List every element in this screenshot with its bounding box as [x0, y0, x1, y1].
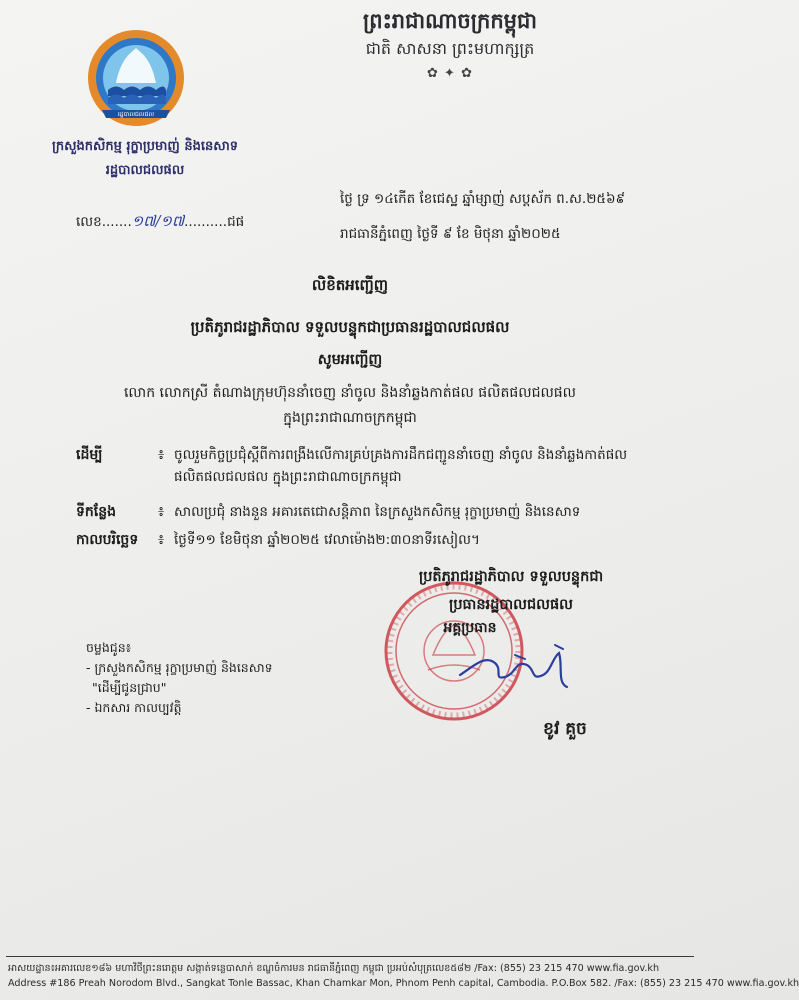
- recipient-item: - ក្រសួងកសិកម្ម រុក្ខាប្រមាញ់ និងនេសាទ: [86, 660, 273, 675]
- letter-addressee: លោក លោកស្រី តំណាងក្រុមហ៊ុននាំចេញ នាំចូល និងនាំឆ្លងកាត់ផល ផលិតផលជលផល: [123, 385, 577, 401]
- recipients-heading: ចម្លងជូន៖: [86, 640, 132, 655]
- solar-date: រាជធានីភ្នំពេញ ថ្ងៃទី ៩ ខែ មិថុនា ឆ្នាំ២០២៥: [340, 226, 561, 242]
- time-colon: ៖: [158, 532, 165, 548]
- signatory-title: ប្រតិភូរាជរដ្ឋាភិបាល ទទួលបន្ទុកជា: [418, 569, 604, 585]
- lunar-date: ថ្ងៃ ទ្រ ១៤កើត ខែជេស្ឋ ឆ្នាំម្សាញ់ សប្តស័ក ព.ស.២៥៦៩: [340, 191, 626, 207]
- footer-address-english: Address #186 Preah Norodom Blvd., Sangkat Tonle Bassac, Khan Chamkar Mon, Phnom Penh capital, Cambodia. P.O.Box 582. /Fax: (855) 23 215 470 www.fia.gov.kh: [8, 978, 799, 989]
- signatory-name: ខូវ គួច: [543, 719, 587, 739]
- place-value: សាលប្រជុំ នាងនួន អគារតេជោសន្តិភាព នៃក្រសួងកសិកម្ម រុក្ខាប្រមាញ់ និងនេសាទ: [174, 504, 581, 520]
- ministry-name: ក្រសួងកសិកម្ម រុក្ខាប្រមាញ់ និងនេសាទ: [52, 139, 238, 154]
- footer-address-khmer: អាសយដ្ឋាន៖អគារលេខ១៨៦ មហាវិថីព្រះនរោត្តម សង្កាត់ទន្លេបាសាក់ ខណ្ឌចំការមន រាជធានីភ្នំពេញ កម្ពុជា ប្រអប់សំបុត្រលេខ៥៨២ /Fax: (855) 23 215 470 www.fia.gov.kh: [8, 963, 660, 974]
- purpose-value: ចូលរួមកិច្ចប្រជុំស្តីពីការពង្រឹងលើការគ្រប់គ្រងការដឹកជញ្ជូននាំចេញ នាំចូល និងនាំឆ្លងកាត់ផល ផលិតផលជលផល ក្នុងព្រះរាជាណាចក្រកម្ពុជា: [174, 447, 628, 485]
- ornament-divider: ✿ ✦ ✿: [427, 66, 473, 81]
- letter-sender: ប្រតិភូរាជរដ្ឋាភិបាល ទទួលបន្ទុកជាប្រធានរដ្ឋបាលជលផល: [190, 318, 510, 336]
- recipient-note: "ដើម្បីជូនជ្រាប": [92, 680, 167, 695]
- letter-title: លិខិតអញ្ជើញ: [311, 276, 389, 294]
- recipient-item: - ឯកសារ កាលប្បវត្តិ: [86, 700, 182, 715]
- letter-addressee-location: ក្នុងព្រះរាជាណាចក្រកម្ពុជា: [283, 410, 417, 426]
- signatory-role: អគ្គប្រធាន: [443, 620, 497, 636]
- reference-handwritten: ១៧/១៧: [131, 212, 185, 230]
- place-colon: ៖: [158, 504, 165, 520]
- department-name: រដ្ឋបាលជលផល: [105, 163, 185, 178]
- reference-prefix: លេខ: [76, 214, 102, 230]
- time-value: ថ្ងៃទី១១ ខែមិថុនា ឆ្នាំ២០២៥ វេលាម៉ោង២:៣០នាទីរសៀល។: [174, 532, 480, 548]
- reference-number: លេខ.......១៧/១៧..........ជផ: [76, 212, 245, 230]
- reference-suffix: ជផ: [227, 214, 245, 230]
- place-label: ទីកន្លែង: [76, 504, 116, 520]
- purpose-label: ដើម្បី: [76, 447, 103, 463]
- purpose-colon: ៖: [158, 447, 165, 463]
- handwritten-signature-icon: [455, 635, 585, 695]
- kingdom-heading: ព្រះរាជាណាចក្រកម្ពុជា: [362, 9, 537, 33]
- fisheries-logo-icon: [86, 28, 186, 128]
- signatory-department: ប្រធានរដ្ឋបាលជលផល: [449, 597, 573, 613]
- footer-divider: [6, 956, 694, 957]
- logo-banner: រដ្ឋបាលជលផល: [117, 111, 155, 118]
- letter-invite: សូមអញ្ជើញ: [317, 352, 383, 368]
- time-label: កាលបរិច្ឆេទ: [76, 532, 139, 548]
- national-motto: ជាតិ សាសនា ព្រះមហាក្សត្រ: [365, 39, 535, 58]
